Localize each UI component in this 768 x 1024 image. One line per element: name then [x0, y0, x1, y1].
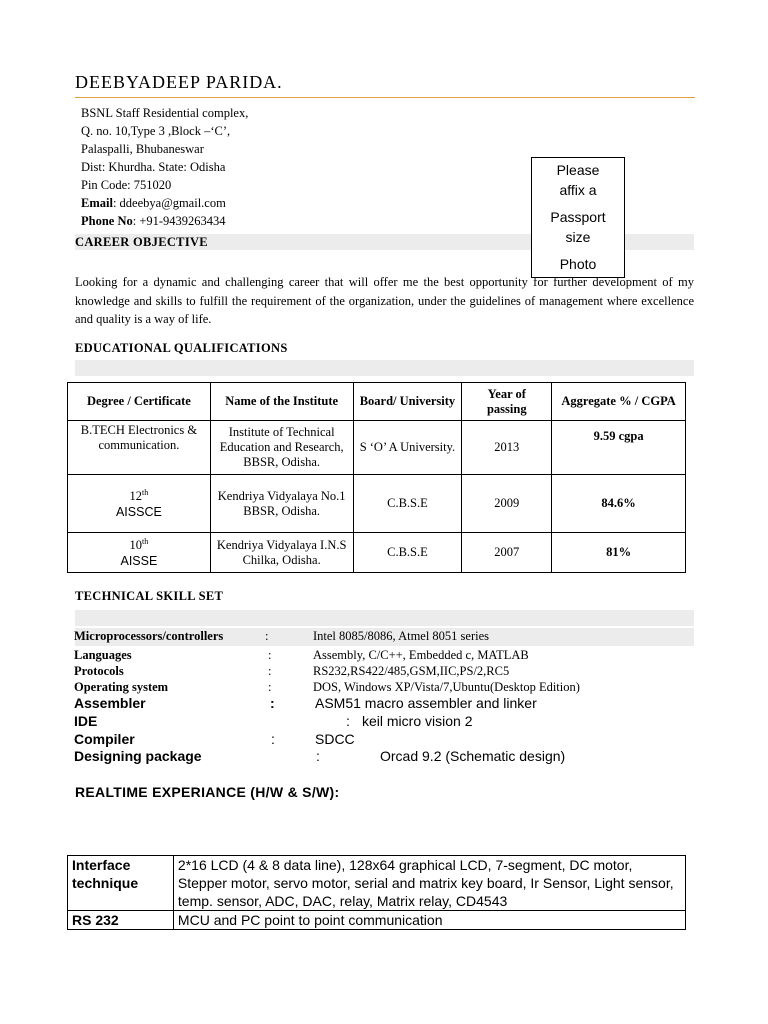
header-year: Year of passing — [462, 383, 552, 421]
photo-text: Please — [556, 162, 600, 178]
year-cell: 2007 — [462, 533, 552, 573]
skill-separator: : — [268, 664, 272, 678]
address-line: Q. no. 10,Type 3 ,Block –‘C’, — [81, 124, 231, 138]
realtime-value: MCU and PC point to point communication — [173, 911, 685, 930]
degree-cell — [68, 475, 211, 533]
degree-name: AISSE — [120, 553, 158, 568]
institute-cell: Institute of Technical Education and Research, BBSR, Odisha. — [210, 421, 353, 475]
contact-block — [81, 104, 248, 230]
table-row — [68, 856, 686, 911]
skill-value: SDCC — [315, 731, 355, 747]
realtime-value: 2*16 LCD (4 & 8 data line), 128x64 graphical LCD, 7-segment, DC motor, Stepper motor, servo motor, serial and matrix key board, Ir Sensor, Light sensor, temp. sensor, ADC, DAC, relay, Matrix relay, CD4543 — [173, 856, 685, 911]
degree-cell: B.TECH Electronics & communication. — [68, 421, 211, 475]
skill-label: Microprocessors/controllers — [74, 629, 224, 643]
skill-separator: : — [268, 648, 272, 662]
skill-separator: : — [268, 680, 272, 694]
skill-value: keil micro vision 2 — [362, 713, 473, 729]
skill-separator: : — [346, 713, 350, 729]
skill-label: IDE — [74, 713, 98, 729]
year-cell: 2009 — [462, 475, 552, 533]
year-cell: 2013 — [462, 421, 552, 475]
skill-value: DOS, Windows XP/Vista/7,Ubuntu(Desktop Edition) — [313, 680, 580, 694]
board-cell: C.B.S.E — [353, 533, 462, 573]
skills-title-shade — [75, 610, 694, 626]
skill-separator: : — [316, 748, 320, 764]
photo-text: size — [565, 229, 591, 245]
header-divider — [75, 97, 695, 98]
table-row — [68, 475, 686, 533]
skill-value: Orcad 9.2 (Schematic design) — [380, 748, 566, 764]
address-line: Dist: Khurdha. State: Odisha — [81, 160, 226, 174]
skill-value: ASM51 macro assembler and linker — [315, 695, 537, 711]
board-cell: S ‘O’ A University. — [353, 421, 462, 475]
education-header-row — [68, 383, 686, 421]
email-value[interactable]: : ddeebya@gmail.com — [112, 196, 226, 210]
board-cell: C.B.S.E — [353, 475, 462, 533]
header-degree: Degree / Certificate — [68, 383, 211, 421]
candidate-name: DEEBYADEEP PARIDA. — [75, 72, 283, 92]
skill-separator: : — [270, 695, 275, 711]
photo-text: Photo — [559, 256, 597, 272]
address-line: BSNL Staff Residential complex, — [81, 106, 249, 120]
realtime-label: RS 232 — [68, 911, 174, 930]
phone-value: : +91-9439263434 — [132, 214, 226, 228]
institute-cell: Kendriya Vidyalaya No.1 BBSR, Odisha. — [210, 475, 353, 533]
table-row — [68, 421, 686, 475]
degree-number: 12 — [129, 489, 143, 504]
skill-label: Languages — [74, 648, 132, 662]
phone-line — [81, 212, 248, 230]
photo-text: affix a — [559, 182, 597, 198]
skill-value: Intel 8085/8086, Atmel 8051 series — [313, 629, 490, 643]
skill-label: Protocols — [74, 664, 124, 678]
realtime-title: REALTIME EXPERIANCE (H/W & S/W): — [75, 784, 340, 800]
table-row — [68, 911, 686, 930]
header-board: Board/ University — [353, 383, 462, 421]
skill-label: Assembler — [74, 695, 146, 711]
degree-name: AISSCE — [115, 504, 162, 519]
career-objective-title: CAREER OBJECTIVE — [75, 235, 208, 249]
header-institute: Name of the Institute — [210, 383, 353, 421]
phone-label: Phone No — [81, 214, 133, 228]
degree-suffix: th — [142, 488, 149, 498]
skills-title: TECHNICAL SKILL SET — [75, 589, 224, 603]
skill-separator: : — [271, 731, 275, 747]
email-label: Email — [81, 196, 113, 210]
skill-label: Designing package — [74, 748, 202, 764]
skill-row — [74, 629, 223, 644]
education-title: EDUCATIONAL QUALIFICATIONS — [75, 341, 288, 355]
degree-number: 10 — [129, 538, 143, 553]
photo-placeholder-box — [531, 157, 625, 278]
skill-separator: : — [265, 629, 269, 643]
aggregate-cell: 84.6% — [552, 475, 686, 533]
education-table — [67, 382, 686, 573]
header-aggregate: Aggregate % / CGPA — [552, 383, 686, 421]
photo-text: Passport — [550, 209, 606, 225]
aggregate-cell: 9.59 cgpa — [552, 421, 686, 475]
skill-value: Assembly, C/C++, Embedded c, MATLAB — [313, 648, 529, 662]
degree-suffix: th — [142, 537, 149, 547]
realtime-label: Interface technique — [68, 856, 174, 911]
realtime-table — [67, 855, 686, 930]
education-title-shade — [75, 360, 694, 376]
degree-cell — [68, 533, 211, 573]
aggregate-cell: 81% — [552, 533, 686, 573]
career-objective-text: Looking for a dynamic and challenging career that will offer me the best opportunity for further development of my knowledge and skills to fulfill the requirement of the organization, under the guidelines of management where excellence and quality is a way of life. — [75, 275, 694, 326]
skill-label: Operating system — [74, 680, 169, 694]
institute-cell: Kendriya Vidyalaya I.N.S Chilka, Odisha. — [210, 533, 353, 573]
email-line — [81, 194, 248, 212]
table-row — [68, 533, 686, 573]
skill-label: Compiler — [74, 731, 135, 747]
address-line: Pin Code: 751020 — [81, 178, 172, 192]
address-line: Palaspalli, Bhubaneswar — [81, 142, 204, 156]
skill-value: RS232,RS422/485,GSM,IIC,PS/2,RC5 — [313, 664, 510, 678]
